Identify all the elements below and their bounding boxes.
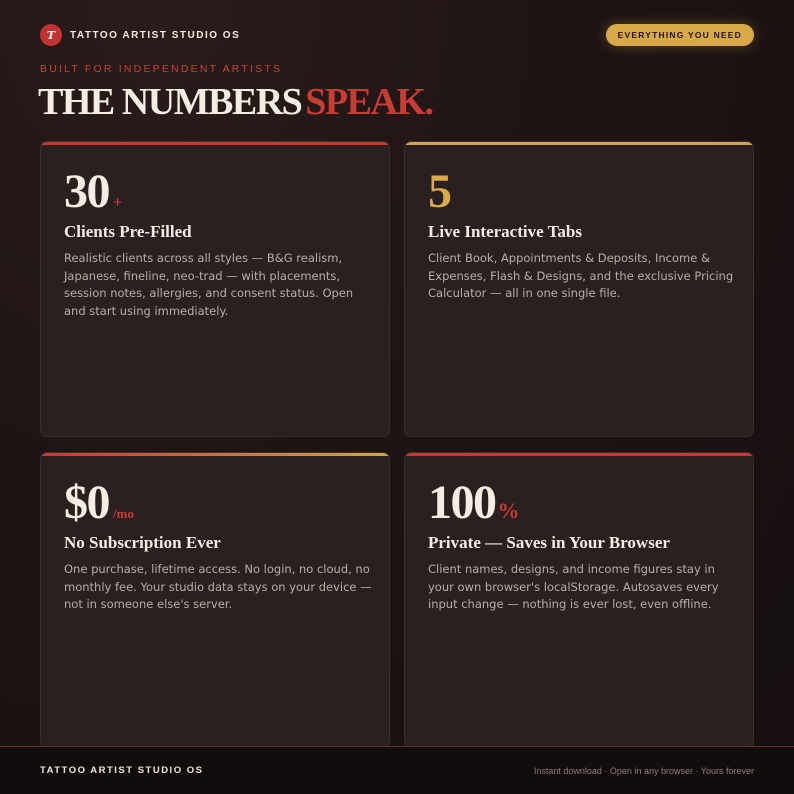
headline-main: THE NUMBERS — [38, 81, 302, 123]
headline-accent: SPEAK. — [305, 81, 433, 123]
card-title: Clients Pre-Filled — [64, 222, 192, 241]
stat-card-tabs — [404, 141, 754, 437]
card-description: Client names, designs, and income figures stay in your own browser's localStorage. Autosaves every input change — nothing is ever lost, even offline. — [428, 562, 719, 611]
card-description: Client Book, Appointments & Deposits, Income & Expenses, Flash & Designs, and the exclusive Pricing Calculator — all in one single file. — [428, 251, 734, 300]
stat-card-privacy — [404, 452, 754, 748]
card-title: No Subscription Ever — [64, 533, 221, 552]
stat-number: 5 — [428, 165, 451, 218]
stat-suffix: /mo — [113, 506, 134, 521]
everything-you-need-button[interactable]: EVERYTHING YOU NEED — [606, 24, 754, 46]
stat-value — [428, 475, 520, 530]
card-title: Private — Saves in Your Browser — [428, 533, 670, 552]
stat-number: 30 — [64, 165, 109, 218]
card-accent-stripe — [41, 142, 389, 145]
brand-name: TATTOO ARTIST STUDIO OS — [70, 29, 241, 41]
top-bar — [40, 24, 754, 46]
logo-icon: T — [40, 24, 62, 46]
footer-tagline: Instant download · Open in any browser · Yours forever — [533, 765, 754, 776]
stat-suffix: % — [497, 498, 520, 523]
footer-brand: TATTOO ARTIST STUDIO OS — [40, 765, 204, 776]
card-accent-stripe — [405, 142, 753, 145]
stat-value — [428, 164, 451, 219]
stat-card-subscription — [40, 452, 390, 748]
page-title — [38, 80, 432, 124]
card-title: Live Interactive Tabs — [428, 222, 582, 241]
stat-card-clients — [40, 141, 390, 437]
stat-number: 100 — [428, 476, 496, 529]
card-accent-stripe — [405, 453, 753, 456]
brand[interactable] — [40, 24, 240, 46]
card-accent-stripe — [41, 453, 389, 456]
stat-number: $0 — [64, 476, 109, 529]
stat-value — [64, 164, 122, 219]
card-description: Realistic clients across all styles — B&G realism, Japanese, fineline, neo-trad — with placements, session notes, allergies, and consent status. Open and start using immediately. — [64, 251, 354, 318]
card-description: One purchase, lifetime access. No login, no cloud, no monthly fee. Your studio data stays on your device — not in someone else's server. — [64, 562, 372, 611]
stat-value — [64, 475, 134, 530]
stat-suffix: + — [113, 194, 123, 211]
eyebrow-text: BUILT FOR INDEPENDENT ARTISTS — [40, 63, 283, 75]
footer — [0, 746, 794, 794]
